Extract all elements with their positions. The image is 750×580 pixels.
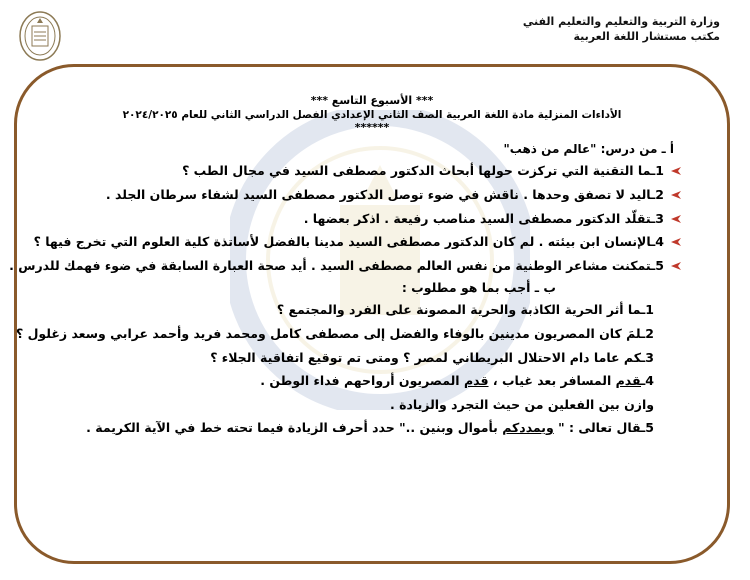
question-number: 2ـ [641, 325, 654, 341]
office-name: مكتب مستشار اللغة العربية [573, 30, 720, 43]
question-b5 [20, 416, 724, 440]
question-text: تقلّد الدكتور مصطفى السيد مناصب رفيعة . اذكر بعضها . [303, 210, 652, 226]
question-text: ما أثر الحرية الكاذبة والحرية المصونة على الفرد والمجتمع ؟ [276, 301, 642, 317]
question-text: اليد لا تصفق وحدها . ناقش في ضوء توصل الدكتور مصطفى السيد لشفاء سرطان الجلد . [105, 186, 652, 202]
question-b4 [20, 369, 724, 393]
question-number: 5ـ [651, 258, 664, 274]
arrow-bullet-icon [670, 237, 682, 247]
section-b-label: ب ـ أجب بما هو مطلوب : [401, 279, 556, 295]
week-title: *** الأسبوع التاسع *** [310, 94, 434, 107]
ministry-name: وزارة التربية والتعليم والتعليم الفني [522, 15, 720, 28]
ministry-logo [18, 10, 62, 62]
question-text: المسافر بعد غياب ، [488, 373, 616, 389]
title-stars: ****** [354, 121, 390, 134]
question-text: كم عاما دام الاحتلال البريطاني لمصر ؟ ومتى تم توقيع اتفاقية الجلاء ؟ [210, 349, 642, 365]
arrow-bullet-icon [670, 190, 682, 200]
question-text: الإنسان ابن بيئته . لم كان الدكتور مصطفى السيد مدينا بالفضل لأساتذة كلية العلوم التي تخرج فيها ؟ [33, 234, 652, 250]
question-number: 5ـ [641, 420, 654, 436]
question-text: المصريون أرواحهم فداء الوطن . [260, 373, 464, 389]
question-text: لمَ كان المصريون مدينين بالوفاء والفضل إلى مصطفى كامل ومحمد فريد وأحمد عرابي وسعد زغلول ؟ [15, 325, 642, 341]
arrow-bullet-icon [670, 166, 682, 176]
question-b1 [20, 298, 724, 322]
question-number: 2ـ [651, 186, 664, 202]
question-text: قال تعالى : " [553, 420, 642, 436]
underlined-word: ويمددكم [502, 420, 554, 436]
question-number: 1ـ [651, 163, 664, 178]
question-number: 4ـ [641, 373, 654, 389]
question-number: 3ـ [641, 349, 654, 365]
question-a3 [20, 207, 724, 231]
question-text: ما التقنية التي تركزت حولها أبحاث الدكتور مصطفى السيد في مجال الطب ؟ [182, 163, 652, 178]
arrow-bullet-icon [670, 214, 682, 224]
question-b2 [15, 322, 724, 346]
document-title: الأداءات المنزلية مادة اللغة العربية الصف الثاني الإعدادي الفصل الدراسي الثاني للعام ٢٠٢٤/٢٠٢٥ [122, 109, 622, 121]
question-a4 [20, 230, 724, 254]
question-a2 [20, 183, 724, 207]
question-number: 4ـ [651, 234, 664, 250]
ministry-header [480, 14, 720, 44]
question-a5 [9, 254, 724, 278]
underlined-word: قدم [463, 373, 489, 389]
question-number: 3ـ [651, 210, 664, 226]
question-text: بأموال وبنين .." حدد أحرف الزيادة فيما تحته خط في الآية الكريمة . [86, 420, 503, 436]
question-text: تمكنت مشاعر الوطنية من نفس العالم مصطفى السيد . أيد صحة العبارة السابقة في ضوء فهمك للدرس . [9, 258, 652, 274]
question-a1 [20, 159, 724, 183]
arrow-bullet-icon [670, 261, 682, 271]
document-body [9, 86, 724, 440]
question-b4-follow: وازن بين الفعلين من حيث التجرد والزيادة . [390, 397, 654, 413]
question-b3 [20, 346, 724, 370]
question-number: 1ـ [641, 301, 654, 317]
section-a-label: أ ـ من درس: "عالم من ذهب" [503, 142, 674, 156]
underlined-word: قدم [615, 373, 642, 389]
